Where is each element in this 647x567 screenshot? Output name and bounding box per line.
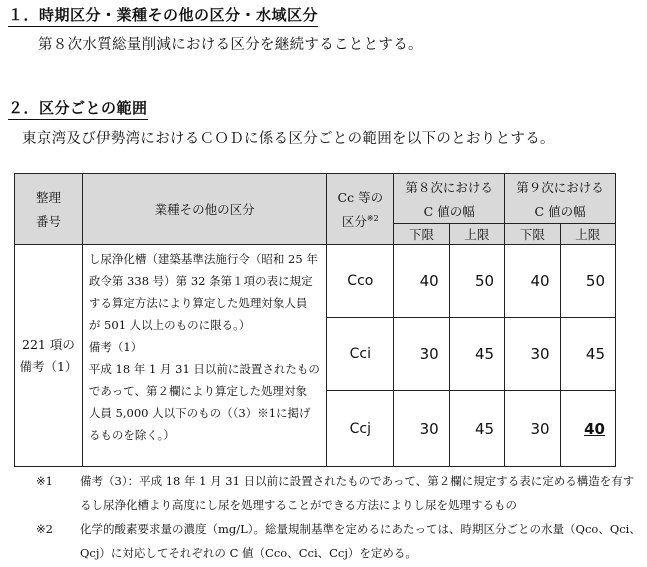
description-line: し尿浄化槽（建築基準法施行令（昭和 25 年 xyxy=(88,252,318,266)
description-line: が 501 人以上のものに限る。） xyxy=(88,318,251,332)
item-number-line1: 221 項の xyxy=(22,336,75,352)
footnote-1-line2: るし尿浄化槽より高度にし尿を処理することができる方法によりし尿を処理するもの xyxy=(80,498,517,512)
header-cc-line2: 区分 xyxy=(341,214,367,229)
description-line: 備考（1） xyxy=(88,340,143,354)
header-phase9-line2: C 値の幅 xyxy=(534,203,586,219)
phase8-upper-value: 45 xyxy=(449,391,504,467)
phase8-lower-value: 30 xyxy=(394,391,449,467)
footnote-2-mark: ※2 xyxy=(36,522,53,536)
header-no-line1: 整理 xyxy=(35,190,61,205)
section2-text: 東京湾及び伊勢湾におけるＣＯＤに係る区分ごとの範囲を以下のとおりとする。 xyxy=(22,131,555,147)
footnote-2-line1: 化学的酸素要求量の濃度（mg/L）。総量規制基準を定めるにあたっては、時期区分ごとの水量（Qco、Qci、 xyxy=(80,522,641,536)
phase8-upper-value: 50 xyxy=(449,245,504,318)
header-no-line2: 番号 xyxy=(35,214,61,229)
footnote-1 xyxy=(36,473,634,489)
footnote-1-mark: ※1 xyxy=(36,474,53,488)
description-line: 人員 5,000 人以下のもの（（3）※1に掲げ xyxy=(88,406,311,420)
cc-label: Cco xyxy=(327,245,394,318)
section2-heading: ２．区分ごとの範囲 xyxy=(8,97,148,120)
category-description xyxy=(82,245,326,467)
header-phase8-upper: 上限 xyxy=(449,224,504,245)
phase9-lower-value: 30 xyxy=(505,391,560,467)
phase9-upper-value: 50 xyxy=(560,245,615,318)
footnote-2-line2: Qcj）に対応してそれぞれの C 値（Cco、Cci、Ccj）を定める。 xyxy=(80,546,417,560)
phase8-upper-value: 45 xyxy=(449,318,504,391)
phase8-lower-value: 30 xyxy=(394,318,449,391)
description-line: であって、第２欄により算定した処理対象 xyxy=(88,384,308,398)
item-number xyxy=(15,245,83,467)
footnote-2 xyxy=(36,521,641,537)
description-line: るものを除く。） xyxy=(88,428,175,442)
cc-label: Cci xyxy=(327,318,394,391)
description-line: する算定方法により算定した処理対象人員 xyxy=(88,296,308,310)
header-phase8-lower: 下限 xyxy=(394,224,449,245)
category-range-table xyxy=(14,173,616,467)
phase9-upper-value-changed: 40 xyxy=(560,391,615,467)
header-phase9-line1: 第９次における xyxy=(516,179,604,195)
header-category: 業種その他の区分 xyxy=(82,174,326,245)
header-phase9-lower: 下限 xyxy=(505,224,560,245)
header-cc-sup: ※2 xyxy=(366,213,379,223)
description-line: 政令第 338 号）第 32 条第１項の表に規定 xyxy=(88,274,313,288)
phase9-upper-value: 45 xyxy=(560,318,615,391)
header-phase9 xyxy=(505,174,616,224)
table-row xyxy=(15,245,616,318)
description-line: 平成 18 年 1 月 31 日以前に設置されたもの xyxy=(88,362,320,376)
section1-heading: １．時期区分・業種その他の区分・水域区分 xyxy=(8,4,318,27)
header-phase8 xyxy=(394,174,505,224)
item-number-line2: 備考（1） xyxy=(19,358,78,374)
footnote-1-line1: 備考（3）：平成 18 年 1 月 31 日以前に設置されたものであって、第２欄に規定する表に定める構造を有す xyxy=(80,474,635,488)
phase9-lower-value: 40 xyxy=(505,245,560,318)
header-item-number xyxy=(15,174,83,245)
cc-label: Ccj xyxy=(327,391,394,467)
header-phase8-line1: 第８次における xyxy=(405,179,493,195)
phase8-lower-value: 40 xyxy=(394,245,449,318)
section1-text: 第８次水質総量削減における区分を継続することとする。 xyxy=(38,37,423,53)
header-cc xyxy=(327,174,394,245)
phase9-lower-value: 30 xyxy=(505,318,560,391)
header-phase8-line2: C 値の幅 xyxy=(423,203,475,219)
header-phase9-upper: 上限 xyxy=(560,224,615,245)
header-cc-line1: Cc 等の xyxy=(337,190,384,205)
